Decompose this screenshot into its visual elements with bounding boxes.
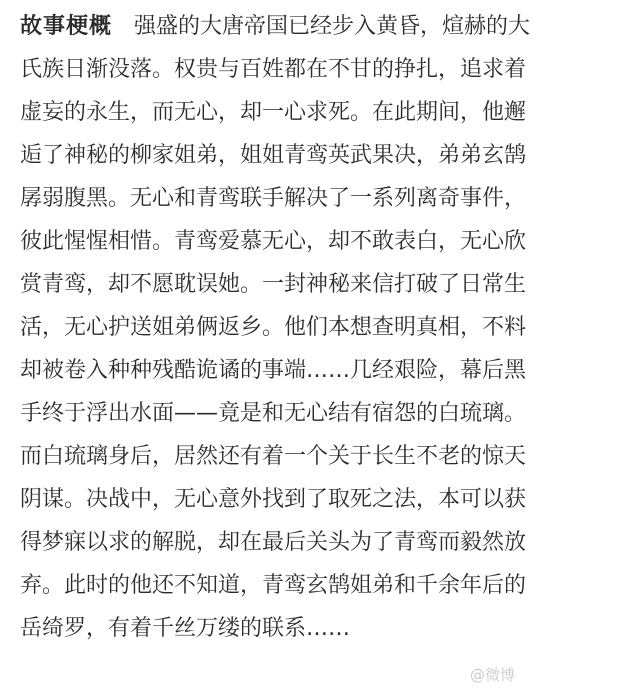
synopsis-heading: 故事梗概 bbox=[20, 14, 113, 39]
synopsis-line-6: 彼此惺惺相惜。青鸾爱慕无心，却不敢表白，无心欣 bbox=[20, 229, 527, 254]
synopsis-line-13: 得梦寐以求的解脱，却在最后关头为了青鸾而毅然放 bbox=[20, 530, 527, 555]
synopsis-line-12: 阴谋。决战中，无心意外找到了取死之法，本可以获 bbox=[20, 487, 527, 512]
synopsis-line-11: 而白琉璃身后，居然还有着一个关于长生不老的惊天 bbox=[20, 444, 527, 469]
synopsis-line-1 bbox=[20, 12, 530, 42]
synopsis-line-4: 逅了神秘的柳家姐弟，姐姐青鸾英武果决，弟弟玄鹄 bbox=[20, 143, 527, 168]
synopsis-line-14: 弃。此时的他还不知道，青鸾玄鹄姐弟和千余年后的 bbox=[20, 573, 527, 598]
synopsis-line-9: 却被卷入种种残酷诡谲的事端……几经艰险，幕后黑 bbox=[20, 358, 527, 383]
synopsis-text: 强盛的大唐帝国已经步入黄昏，煊赫的大 bbox=[134, 14, 531, 39]
synopsis-line-8: 活，无心护送姐弟俩返乡。他们本想查明真相，不料 bbox=[20, 315, 527, 340]
synopsis-line-15: 岳绮罗，有着千丝万缕的联系…… bbox=[20, 616, 351, 641]
synopsis-line-5: 孱弱腹黑。无心和青鸾联手解决了一系列离奇事件， bbox=[20, 186, 527, 211]
synopsis-line-10: 手终于浮出水面——竟是和无心结有宿怨的白琉璃。 bbox=[20, 401, 527, 426]
synopsis-line-2: 氏族日渐没落。权贵与百姓都在不甘的挣扎，追求着 bbox=[20, 57, 527, 82]
synopsis-line-3: 虚妄的永生，而无心，却一心求死。在此期间，他邂 bbox=[20, 100, 527, 125]
weibo-watermark: @微博 bbox=[470, 666, 516, 684]
synopsis-line-7: 赏青鸾，却不愿耽误她。一封神秘来信打破了日常生 bbox=[20, 272, 527, 297]
